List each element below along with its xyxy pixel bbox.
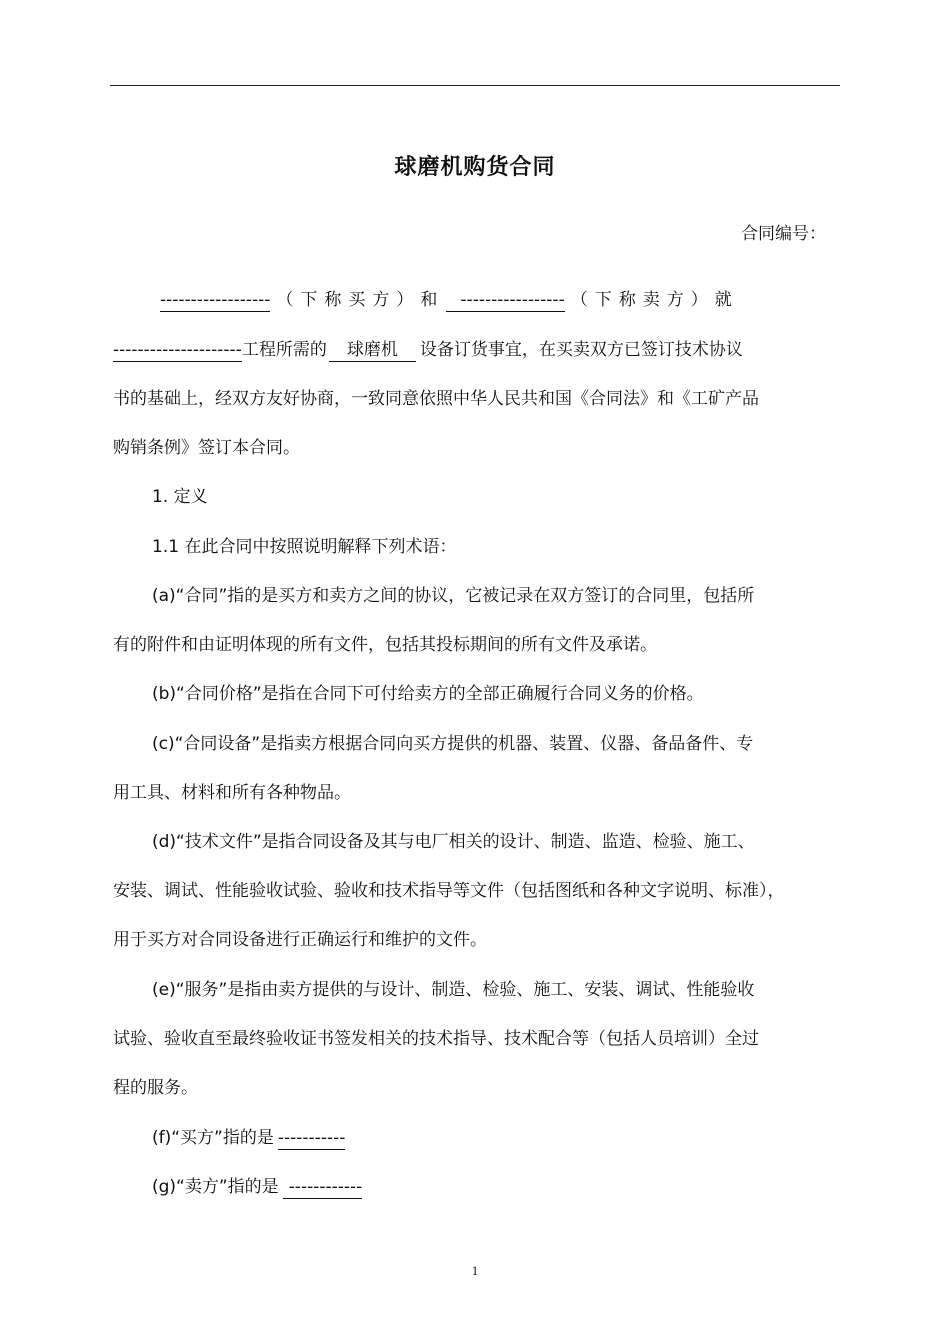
seller-blank[interactable]: ----------------- <box>446 289 564 312</box>
equipment-name[interactable]: 球磨机 <box>329 339 416 362</box>
intro-line-1 <box>160 286 739 314</box>
definition-d-line-3: 用于买方对合同设备进行正确运行和维护的文件。 <box>113 930 487 950</box>
header-rule <box>110 85 840 86</box>
definition-f-label: (f)“买方”指的是 <box>152 1128 274 1148</box>
project-suffix: 工程所需的 <box>241 340 327 360</box>
definition-d-line-1: (d)“技术文件”是指合同设备及其与电厂相关的设计、制造、监造、检验、施工、 <box>152 832 755 852</box>
seller-suffix: （下称卖方）就 <box>570 290 739 310</box>
intro-line-2 <box>113 336 743 364</box>
definition-e-line-1: (e)“服务”是指由卖方提供的与设计、制造、检验、施工、安装、调试、性能验收 <box>152 980 755 1000</box>
buyer-suffix: （下称买方）和 <box>276 290 445 310</box>
definition-a-line-1: (a)“合同”指的是买方和卖方之间的协议，它被记录在双方签订的合同里，包括所 <box>152 586 755 606</box>
definition-g-label: (g)“卖方”指的是 <box>152 1177 279 1197</box>
definition-c-line-1: (c)“合同设备”是指卖方根据合同向买方提供的机器、装置、仪器、备品备件、专 <box>152 734 754 754</box>
definition-g <box>152 1173 362 1201</box>
section-1-1: 1.1 在此合同中按照说明解释下列术语： <box>152 537 457 557</box>
definition-e-line-2: 试验、验收直至最终验收证书签发相关的技术指导、技术配合等（包括人员培训）全过 <box>113 1029 759 1049</box>
definition-b-line-1: (b)“合同价格”是指在合同下可付给卖方的全部正确履行合同义务的价格。 <box>152 684 704 704</box>
page-number: 1 <box>471 1263 479 1278</box>
contract-number-label: 合同编号： <box>741 224 826 244</box>
document-title: 球磨机购货合同 <box>394 155 556 180</box>
seller-name-blank[interactable]: ------------ <box>283 1176 363 1199</box>
definition-d-line-2: 安装、调试、性能验收试验、验收和技术指导等文件（包括图纸和各种文字说明、标准）， <box>113 881 785 901</box>
intro-line-4: 购销条例》签订本合同。 <box>113 438 300 458</box>
definition-e-line-3: 程的服务。 <box>113 1078 198 1098</box>
buyer-blank[interactable]: ------------------ <box>160 290 271 310</box>
intro-line-3: 书的基础上，经双方友好协商，一致同意依照中华人民共和国《合同法》和《工矿产品 <box>113 389 759 409</box>
project-blank[interactable]: --------------------- <box>113 340 242 360</box>
definition-c-line-2: 用工具、材料和所有各种物品。 <box>113 783 351 803</box>
section-1-heading: 1. 定义 <box>152 487 208 507</box>
definition-f <box>152 1124 345 1152</box>
buyer-name-blank[interactable]: ----------- <box>277 1128 346 1148</box>
intro-line-2-rest: 设备订货事宜，在买卖双方已签订技术协议 <box>419 340 743 360</box>
definition-a-line-2: 有的附件和由证明体现的所有文件，包括其投标期间的所有文件及承诺。 <box>113 635 657 655</box>
